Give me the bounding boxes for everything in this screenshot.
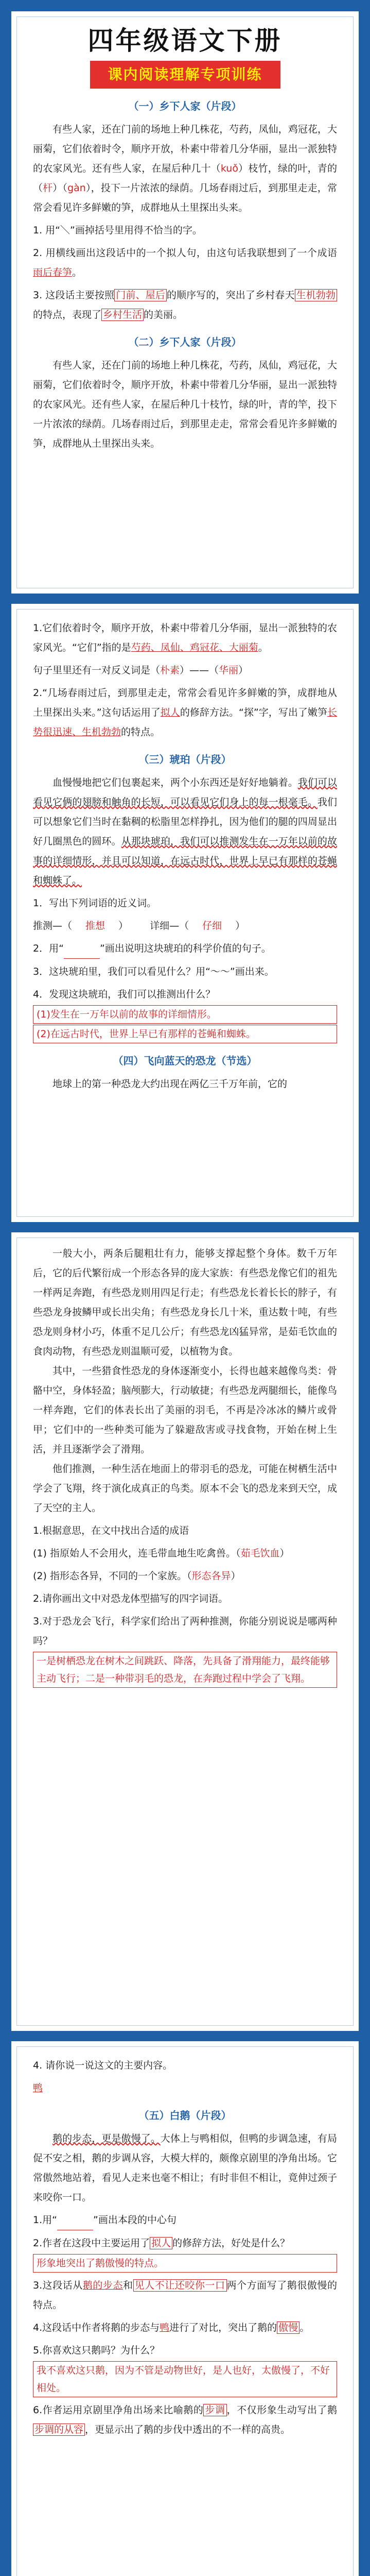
answer: 朴素 xyxy=(160,665,180,676)
underline-blank xyxy=(64,939,100,959)
question: 2.“几场春雨过后，到那里走走，常常会看见许多鲜嫩的笋，成群地从土里探出头来。”这句话运用了拟人的修辞方法。“探”字，写出了嫩笋长势很迅速、生机勃勃的特点。 xyxy=(33,687,337,738)
answer: 雨后春笋 xyxy=(33,267,73,278)
answer: 形态各异 xyxy=(191,1570,231,1582)
answer: 生机勃勃 xyxy=(295,289,337,301)
question: 2．用“ ”画出说明这块琥珀的科学价值的句子。 xyxy=(33,939,337,959)
question: 推测—（ 推想 ） 详细—（ 仔细 ） xyxy=(33,916,337,936)
passage: 鹅的步态，更是傲慢了。大体上与鸭相似，但鸭的步调急速，有局促不安之相，鹅的步调从容，大模大样的，颇像京剧里的净角出场。它常傲然地站着，看见人走来也毫不相让；有时非但不相让，竟伸过颈子来咬你一口。 xyxy=(33,2133,337,2203)
answer-box: 形象地突出了鹅傲慢的特点。 xyxy=(33,2254,337,2273)
passage: 有些人家，还在门前的场地上种几株花，芍药，凤仙，鸡冠花，大丽菊，它们依着时令，顺序开放，朴素中带着几分华丽，显出一派独特的农家风光。还有些人家，在屋后种几十（kuǒ）枝竹，绿的叶，青的（杆）（gàn），投下一片浓浓的绿荫。几场春雨过后，到那里走走，常常会看见许多鲜嫩的笋，成群地从土里探出头来。 xyxy=(33,124,337,213)
question: 2.请你画出文中对恐龙体型描写的四字词语。 xyxy=(33,1593,228,1604)
section-title: （三）琥珀（片段） xyxy=(138,753,232,766)
passage: 他们推测，一种生活在地面上的带羽毛的恐龙，可能在树栖生活中学会了飞翔，终于演化成真正的鸟类。原本不会飞的恐龙来到天空，成了天空的主人。 xyxy=(33,1463,337,1514)
question: 4.这段话中作者将鹅的步态与鸭进行了对比，突出了鹅的 傲慢 。 xyxy=(33,2322,310,2333)
section-title: （四）飞向蓝天的恐龙（节选） xyxy=(113,1055,257,1067)
answer: 鹅的步态 xyxy=(82,2280,124,2291)
panel-3 xyxy=(11,1232,359,2031)
question: 5.你喜欢这只鹅吗？为什么？ xyxy=(33,2345,160,2356)
wavy-underlined-text: 鹅的步态，更是傲慢了。 xyxy=(52,2133,161,2144)
answer: 步调的从容 xyxy=(33,2424,85,2436)
question: 1.它们依着时令，顺序开放，朴素中带着几分华丽，显出一派独特的农家风光。“它们”指的是芍药、凤仙、鸡冠花、大丽菊。 xyxy=(33,622,337,653)
answer: 华丽 xyxy=(219,665,239,676)
question: 2.作者在这段中主要运用了 拟人 的修辞方法，好处是什么？ xyxy=(33,2238,290,2249)
question: 1．写出下列词语的近义词。 xyxy=(33,897,157,909)
panel-1 xyxy=(11,11,359,594)
answer: 鸭 xyxy=(33,2082,43,2094)
section-title: （五）白鹅（片段） xyxy=(138,2109,232,2122)
question: 6.作者运用京剧里净角出场来比喻鹅的 步调 ，不仅形象生动写出了鹅步调的从容 ，更显示出了鹅的步伐中透出的不一样的高贵。 xyxy=(33,2404,337,2435)
question: 4. 请你说一说这文的主要内容。 xyxy=(33,2060,173,2071)
question: 3．这块琥珀里，我们可以看见什么？用“～～”画出来。 xyxy=(33,966,274,977)
panel-2 xyxy=(11,604,359,1222)
answer: 仔细 xyxy=(202,920,222,931)
wavy-underlined-text: 从那块琥珀，我们可以推测发生在一万年以前的故事的详细情形，并且可以知道，在远古时代，世界上早已有那样的苍蝇和蜘蛛了。 xyxy=(33,836,337,886)
answer: 门前、屋后 xyxy=(114,289,167,301)
answer: 拟人 xyxy=(150,2237,172,2249)
question: 3.对于恐龙会飞行，科学家们给出了两种推测，你能分别说说是哪两种吗？ xyxy=(33,1616,337,1647)
section-title: （二）乡下人家（片段） xyxy=(128,336,242,348)
answer-box: (2)在远古时代，世界上早已有那样的苍蝇和蜘蛛。 xyxy=(33,1025,337,1043)
question: 1. 用“＼”画掉括号里用得不恰当的字。 xyxy=(33,225,202,236)
passage: 其中，一些猎食性恐龙的身体逐渐变小，长得也越来越像鸟类：骨骼中空，身体轻盈；脑颅膨大，行动敏捷；有些恐龙两腿细长，能像鸟一样奔跑，它们的体表长出了美丽的羽毛，不再是冷冰冰的鳞片或骨甲；它们中的一些种类可能为了躲避敌害或寻找食物，开始在树上生活，并且逐渐学会了滑翔。 xyxy=(33,1365,337,1455)
answer-box: (1)发生在一万年以前的故事的详细情形。 xyxy=(33,1005,337,1024)
question: (2) 指形态各异，不同的一个家族。（形态各异） xyxy=(33,1570,241,1582)
section-title: （一）乡下人家（片段） xyxy=(128,100,242,112)
question: (1) 指原始人不会用火，连毛带血地生吃禽兽。（茹毛饮血） xyxy=(33,1548,290,1559)
question: 3.这段话从鹅的步态和 见人不让还咬你一口 两个方面写了鹅很傲慢的特点。 xyxy=(33,2280,337,2311)
answer: 长势很迅速、生机勃勃 xyxy=(33,707,337,738)
answer: 傲慢 xyxy=(277,2321,299,2334)
underline-blank xyxy=(57,2210,93,2230)
answer: 拟人 xyxy=(160,707,180,718)
answer-box: 一是树栖恐龙在树木之间跳跃、降落，先具备了滑翔能力，最终能够主动飞行；二是一种带羽毛的恐龙，在奔跑过程中学会了飞翔。 xyxy=(33,1652,337,1688)
answer: 芍药、凤仙、鸡冠花、大丽菊 xyxy=(131,642,258,653)
answer: 推想 xyxy=(85,920,105,931)
question: 1.根据意思，在文中找出合适的成语 xyxy=(33,1525,189,1536)
passage: 地球上的第一种恐龙大约出现在两亿三千万年前，它的 xyxy=(52,1078,288,1090)
answer: 茹毛饮血 xyxy=(240,1548,280,1559)
answer: 见人不让还咬你一口 xyxy=(133,2279,227,2292)
passage: 一般大小，两条后腿粗壮有力，能够支撑起整个身体。数千万年后，它的后代繁衍成一个形态各异的庞大家族：有些恐龙像它们的祖先一样两足奔跑，有些恐龙则用四足行走；有些恐龙长着长长的脖子，有些恐龙身披鳞甲或长出尖角；有些恐龙身长几十米，重达数十吨，有些恐龙则身材小巧，体重不足几公斤；有些恐龙凶猛异常，是茹毛饮血的食肉动物，有些恐龙则温顺可爱，以植物为食。 xyxy=(33,1248,337,1357)
wavy-underlined-text: 我们可以看见它俩的翅膀和触角的长短，可以看见它们身上的每一根毫毛。 xyxy=(33,777,337,808)
answer-box: 我不喜欢这只鹅，因为不管是动物世好，是人也好，太傲慢了，不好相处。 xyxy=(33,2361,337,2397)
answer: 步调 xyxy=(203,2404,226,2416)
answer: 乡村生活 xyxy=(101,309,144,321)
question: 句子里里还有一对反义词是（朴素）——（华丽） xyxy=(33,665,249,676)
question: 2. 用横线画出这段话中的一个拟人句，由这句话我联想到了一个成语雨后春笋。 xyxy=(33,247,337,278)
subtitle-banner: 课内阅读理解专项训练 xyxy=(90,61,280,89)
passage: 有些人家，还在门前的场地上种几株花，芍药，凤仙，鸡冠花，大丽菊，它们依着时令，顺序开放，朴素中带着几分华丽，显出一派独特的农家风光。还有些人家，在屋后种几十枝竹，绿的叶，青的竿，投下一片浓浓的绿荫。几场春雨过后，到那里走走，常常会看见许多鲜嫩的笋，成群地从土里探出头来。 xyxy=(33,360,337,449)
answer: 鸭 xyxy=(160,2322,170,2333)
question: 1.用“ ”画出本段的中心句 xyxy=(33,2210,337,2230)
question: 3. 这段话主要按照 门前、屋后 的顺序写的，突出了乡村春天 生机勃勃的特点，表现了 乡村生活 的美丽。 xyxy=(33,285,337,325)
question: 4．发现这块琥珀，我们可以推测出什么？ xyxy=(33,989,216,1000)
passage: 血慢慢地把它们包裹起来，两个小东西还是好好地躺着。我们可以看见它俩的翅膀和触角的长短，可以看见它们身上的每一根毫毛。我们可以想象它们当时在黏稠的松脂里怎样挣扎，因为他们的腿的四周显出好几圈黑色的圆环。从那块琥珀，我们可以推测发生在一万年以前的故事的详细情形，并且可以知道，在远古时代，世界上早已有那样的苍蝇和蜘蛛了。 xyxy=(33,777,337,886)
page-title: 四年级语文下册 xyxy=(87,25,283,56)
panel-4 xyxy=(11,2041,359,2576)
